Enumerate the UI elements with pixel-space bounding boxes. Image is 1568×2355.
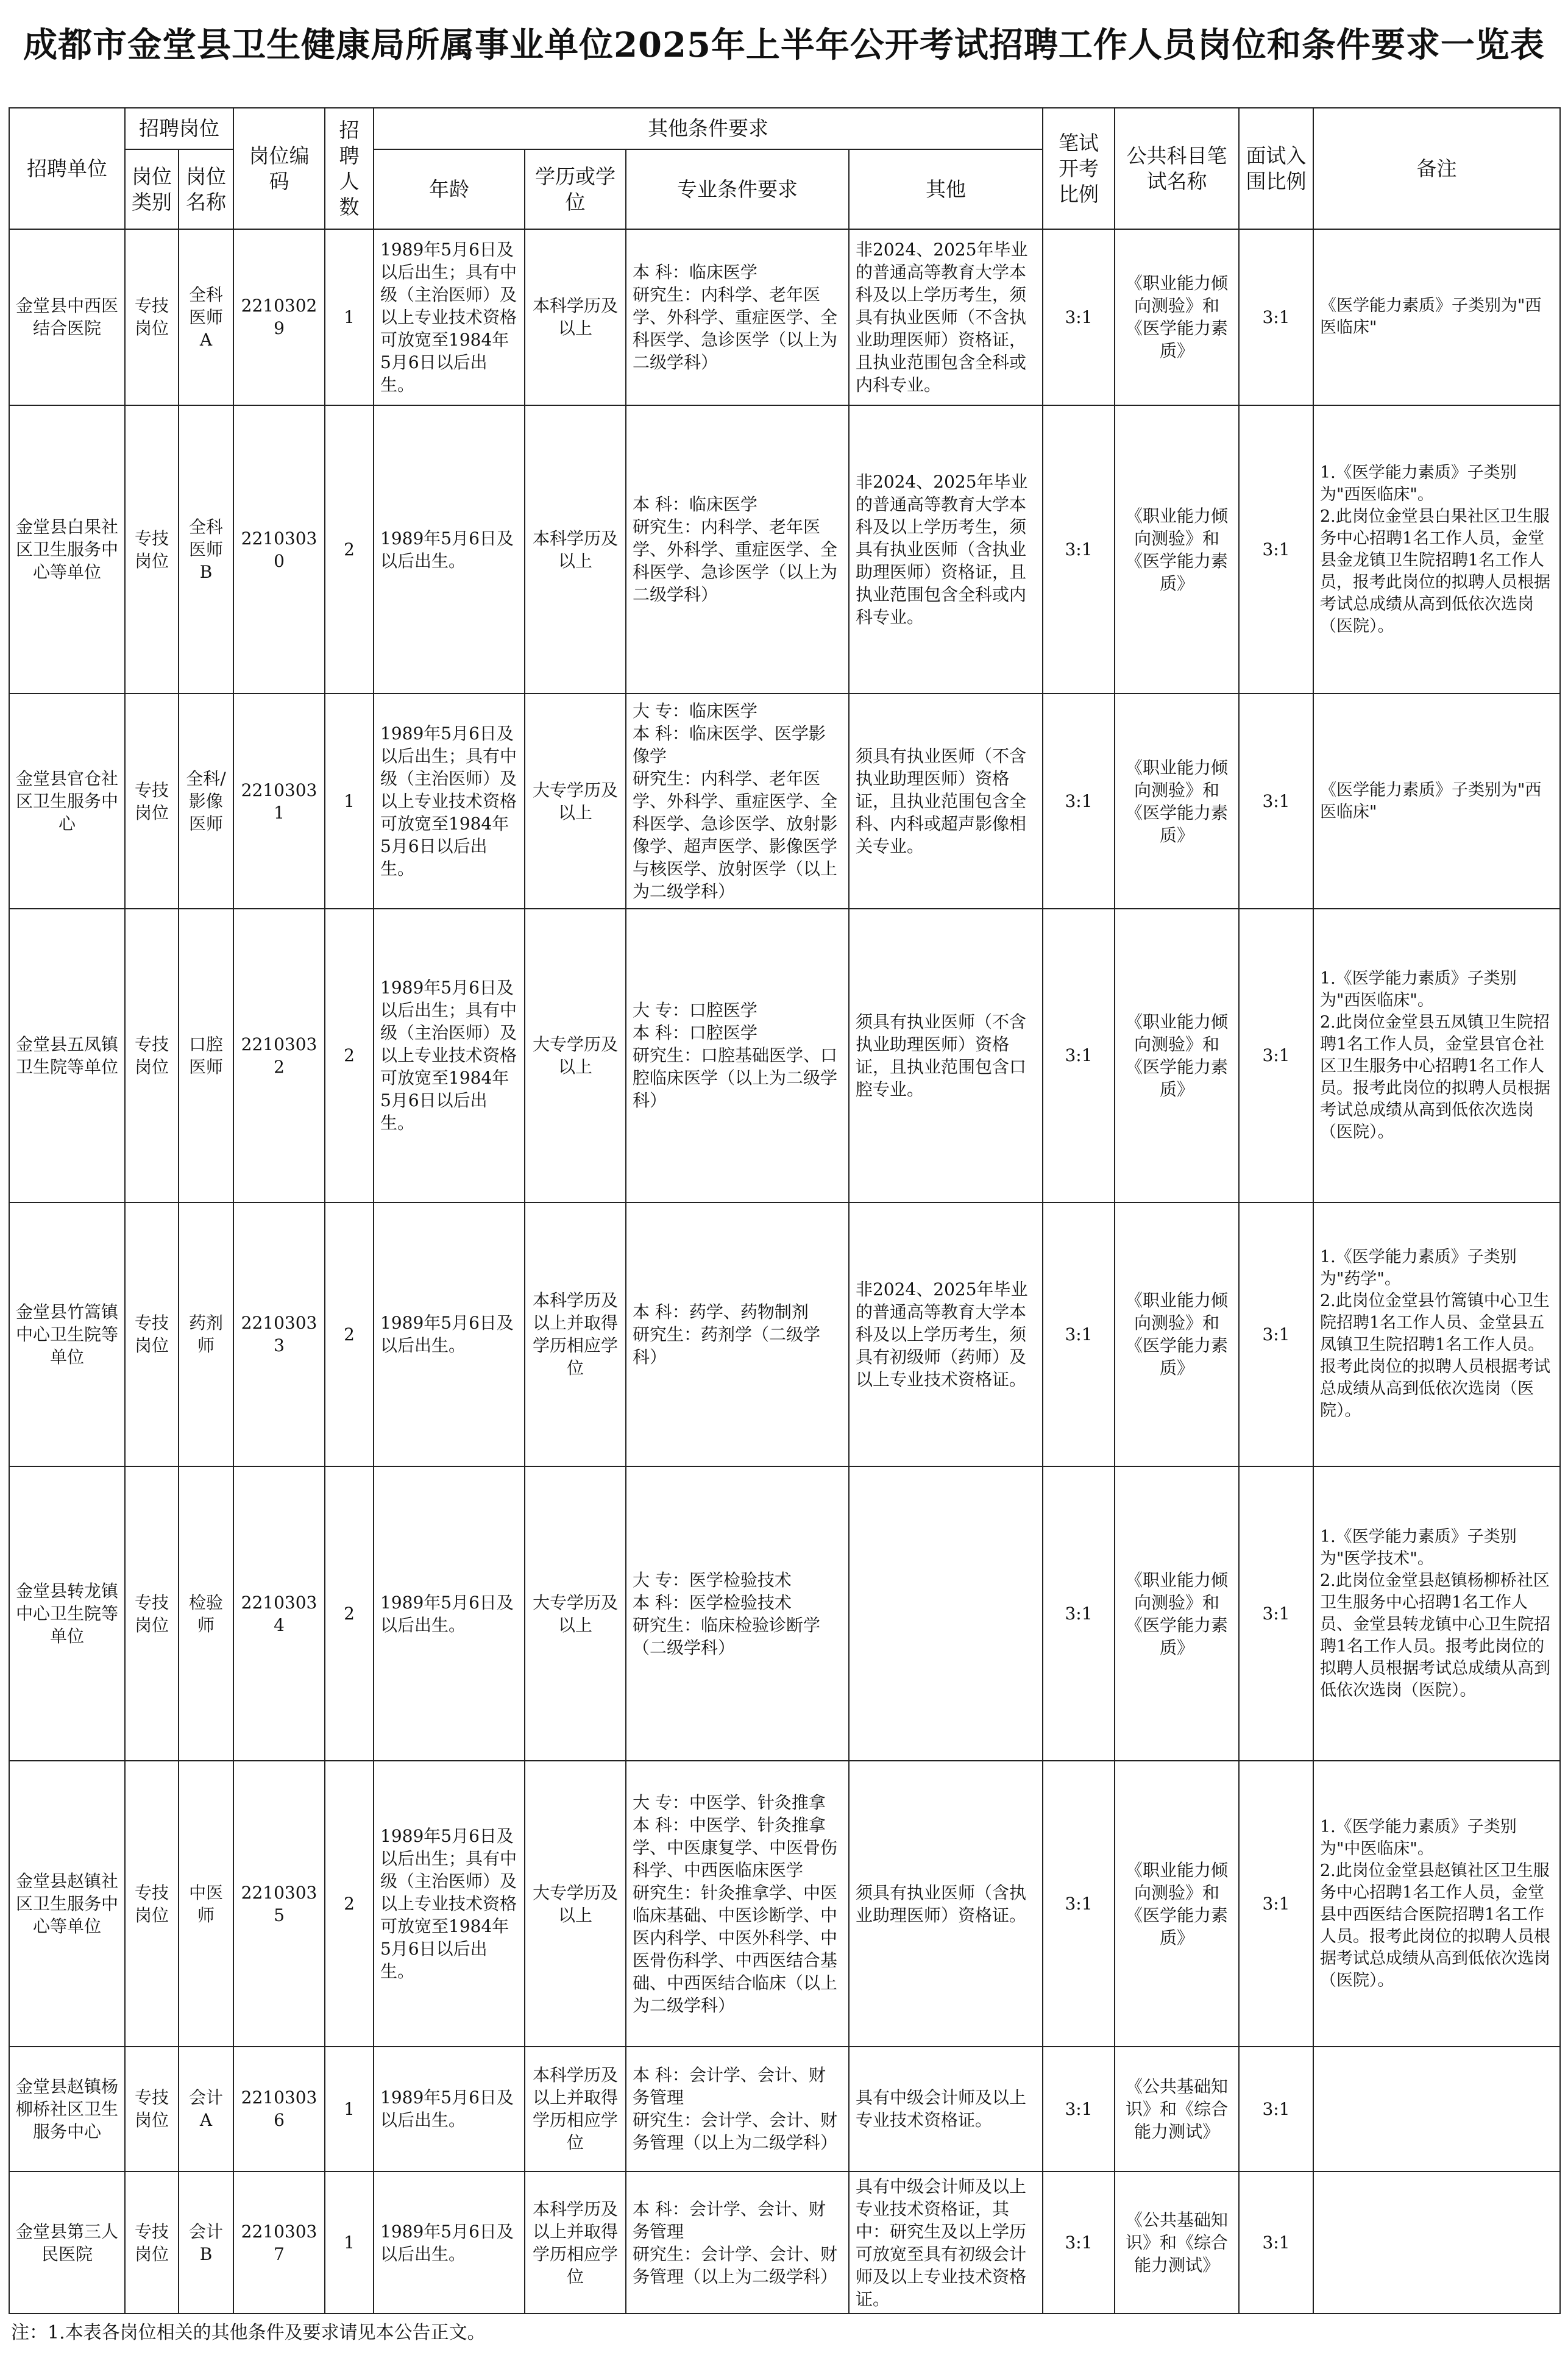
table-row	[9, 1761, 1560, 2046]
major-cell: 本 科：临床医学 研究生：内科学、老年医学、外科学、重症医学、全科医学、急诊医学（以上为二级学科）	[626, 229, 849, 405]
table-row	[9, 1202, 1560, 1466]
education-cell: 大专学历及以上	[525, 694, 626, 909]
public-subject-cell: 《职业能力倾向测验》和《医学能力素质》	[1115, 1466, 1239, 1761]
interview-ratio-cell: 3:1	[1239, 2172, 1313, 2314]
exam-ratio-cell: 3:1	[1043, 229, 1115, 405]
position-code-cell: 22103036	[233, 2047, 325, 2172]
header-position-type: 岗位类别	[125, 149, 179, 229]
position-name-cell: 检验师	[179, 1466, 233, 1761]
unit-cell: 金堂县白果社区卫生服务中心等单位	[9, 405, 125, 694]
other-cell: 须具有执业医师（不含执业助理医师）资格证，且执业范围包含口腔专业。	[849, 909, 1043, 1202]
public-subject-cell: 《职业能力倾向测验》和《医学能力素质》	[1115, 1202, 1239, 1466]
remarks-cell: 1.《医学能力素质》子类别为"中医临床"。 2.此岗位金堂县赵镇社区卫生服务中心招聘1名工作人员，金堂县中西医结合医院招聘1名工作人员。报考此岗位的拟聘人员根据考试总成绩从高到低依次选岗（医院）。	[1313, 1761, 1560, 2046]
count-cell: 2	[325, 1202, 374, 1466]
position-type-cell: 专技岗位	[125, 1466, 179, 1761]
age-cell: 1989年5月6日及以后出生。	[374, 2047, 525, 2172]
table-row	[9, 909, 1560, 1202]
footnote: 注：1.本表各岗位相关的其他条件及要求请见本公告正文。	[11, 2322, 486, 2343]
public-subject-cell: 《公共基础知识》和《综合能力测试》	[1115, 2047, 1239, 2172]
position-type-cell: 专技岗位	[125, 405, 179, 694]
major-cell: 大 专：口腔医学 本 科：口腔医学 研究生：口腔基础医学、口腔临床医学（以上为二级学科）	[626, 909, 849, 1202]
unit-cell: 金堂县中西医结合医院	[9, 229, 125, 405]
header-exam-ratio: 笔试开考比例	[1043, 108, 1115, 229]
header-age: 年龄	[374, 149, 525, 229]
position-code-cell: 22103033	[233, 1202, 325, 1466]
page-title: 成都市金堂县卫生健康局所属事业单位2025年上半年公开考试招聘工作人员岗位和条件要求一览表	[23, 25, 1545, 65]
recruitment-table	[9, 107, 1561, 2314]
count-cell: 1	[325, 2172, 374, 2314]
table-row	[9, 229, 1560, 405]
unit-cell: 金堂县五凤镇卫生院等单位	[9, 909, 125, 1202]
unit-cell: 金堂县赵镇杨柳桥社区卫生服务中心	[9, 2047, 125, 2172]
position-name-cell: 会计A	[179, 2047, 233, 2172]
position-code-cell: 22103029	[233, 229, 325, 405]
position-name-cell: 会计B	[179, 2172, 233, 2314]
major-cell: 本 科：临床医学 研究生：内科学、老年医学、外科学、重症医学、全科医学、急诊医学（以上为二级学科）	[626, 405, 849, 694]
other-cell: 须具有执业医师（含执业助理医师）资格证。	[849, 1761, 1043, 2046]
position-code-cell: 22103032	[233, 909, 325, 1202]
position-code-cell: 22103037	[233, 2172, 325, 2314]
exam-ratio-cell: 3:1	[1043, 909, 1115, 1202]
position-name-cell: 口腔医师	[179, 909, 233, 1202]
remarks-cell: 1.《医学能力素质》子类别为"药学"。 2.此岗位金堂县竹篙镇中心卫生院招聘1名工作人员、金堂县五凤镇卫生院招聘1名工作人员。报考此岗位的拟聘人员根据考试总成绩从高到低依次选岗（医院）。	[1313, 1202, 1560, 1466]
major-cell: 大 专：医学检验技术 本 科：医学检验技术 研究生：临床检验诊断学（二级学科）	[626, 1466, 849, 1761]
education-cell: 大专学历及以上	[525, 1761, 626, 2046]
header-other-requirements: 其他条件要求	[374, 108, 1043, 149]
remarks-cell: 《医学能力素质》子类别为"西医临床"	[1313, 694, 1560, 909]
unit-cell: 金堂县官仓社区卫生服务中心	[9, 694, 125, 909]
header-education: 学历或学位	[525, 149, 626, 229]
count-cell: 1	[325, 2047, 374, 2172]
position-name-cell: 全科医师A	[179, 229, 233, 405]
table-row	[9, 694, 1560, 909]
header-other: 其他	[849, 149, 1043, 229]
header-public-subject: 公共科目笔试名称	[1115, 108, 1239, 229]
position-name-cell: 全科医师B	[179, 405, 233, 694]
remarks-cell	[1313, 2172, 1560, 2314]
interview-ratio-cell: 3:1	[1239, 1761, 1313, 2046]
age-cell: 1989年5月6日及以后出生；具有中级（主治医师）及以上专业技术资格可放宽至1984年5月6日以后出生。	[374, 694, 525, 909]
exam-ratio-cell: 3:1	[1043, 405, 1115, 694]
interview-ratio-cell: 3:1	[1239, 1466, 1313, 1761]
education-cell: 本科学历及以上并取得学历相应学位	[525, 2172, 626, 2314]
exam-ratio-cell: 3:1	[1043, 2047, 1115, 2172]
exam-ratio-cell: 3:1	[1043, 1466, 1115, 1761]
unit-cell: 金堂县转龙镇中心卫生院等单位	[9, 1466, 125, 1761]
header-unit: 招聘单位	[9, 108, 125, 229]
other-cell: 非2024、2025年毕业的普通高等教育大学本科及以上学历考生，须具有执业医师（不含执业助理医师）资格证，且执业范围包含全科或内科专业。	[849, 229, 1043, 405]
unit-cell: 金堂县赵镇社区卫生服务中心等单位	[9, 1761, 125, 2046]
position-code-cell: 22103034	[233, 1466, 325, 1761]
other-cell: 具有中级会计师及以上专业技术资格证，其中：研究生及以上学历可放宽至具有初级会计师及以上专业技术资格证。	[849, 2172, 1043, 2314]
interview-ratio-cell: 3:1	[1239, 405, 1313, 694]
table-row	[9, 2047, 1560, 2172]
unit-cell: 金堂县竹篙镇中心卫生院等单位	[9, 1202, 125, 1466]
position-name-cell: 全科/影像医师	[179, 694, 233, 909]
other-cell: 具有中级会计师及以上专业技术资格证。	[849, 2047, 1043, 2172]
interview-ratio-cell: 3:1	[1239, 694, 1313, 909]
position-code-cell: 22103035	[233, 1761, 325, 2046]
age-cell: 1989年5月6日及以后出生；具有中级（主治医师）及以上专业技术资格可放宽至1984年5月6日以后出生。	[374, 229, 525, 405]
count-cell: 2	[325, 1761, 374, 2046]
header-position-name: 岗位名称	[179, 149, 233, 229]
other-cell: 非2024、2025年毕业的普通高等教育大学本科及以上学历考生，须具有初级师（药师）及以上专业技术资格证。	[849, 1202, 1043, 1466]
remarks-cell: 《医学能力素质》子类别为"西医临床"	[1313, 229, 1560, 405]
remarks-cell: 1.《医学能力素质》子类别为"西医临床"。 2.此岗位金堂县白果社区卫生服务中心招聘1名工作人员，金堂县金龙镇卫生院招聘1名工作人员，报考此岗位的拟聘人员根据考试总成绩从高到低依次选岗（医院）。	[1313, 405, 1560, 694]
age-cell: 1989年5月6日及以后出生。	[374, 1466, 525, 1761]
remarks-cell: 1.《医学能力素质》子类别为"医学技术"。 2.此岗位金堂县赵镇杨柳桥社区卫生服务中心招聘1名工作人员、金堂县转龙镇中心卫生院招聘1名工作人员。报考此岗位的拟聘人员根据考试总成绩从高到低依次选岗（医院）。	[1313, 1466, 1560, 1761]
education-cell: 大专学历及以上	[525, 1466, 626, 1761]
interview-ratio-cell: 3:1	[1239, 1202, 1313, 1466]
age-cell: 1989年5月6日及以后出生；具有中级（主治医师）及以上专业技术资格可放宽至1984年5月6日以后出生。	[374, 909, 525, 1202]
other-cell: 须具有执业医师（不含执业助理医师）资格证，且执业范围包含全科、内科或超声影像相关专业。	[849, 694, 1043, 909]
major-cell: 本 科：会计学、会计、财务管理 研究生：会计学、会计、财务管理（以上为二级学科）	[626, 2047, 849, 2172]
exam-ratio-cell: 3:1	[1043, 694, 1115, 909]
position-type-cell: 专技岗位	[125, 1761, 179, 2046]
public-subject-cell: 《职业能力倾向测验》和《医学能力素质》	[1115, 694, 1239, 909]
table-row	[9, 1466, 1560, 1761]
major-cell: 本 科：会计学、会计、财务管理 研究生：会计学、会计、财务管理（以上为二级学科）	[626, 2172, 849, 2314]
major-cell: 大 专：中医学、针灸推拿 本 科：中医学、针灸推拿学、中医康复学、中医骨伤科学、中西医临床医学 研究生：针灸推拿学、中医临床基础、中医诊断学、中医内科学、中医外科学、中医骨伤科学、中西医结合基础、中西医结合临床（以上为二级学科）	[626, 1761, 849, 2046]
count-cell: 2	[325, 909, 374, 1202]
public-subject-cell: 《职业能力倾向测验》和《医学能力素质》	[1115, 909, 1239, 1202]
interview-ratio-cell: 3:1	[1239, 2047, 1313, 2172]
position-name-cell: 药剂师	[179, 1202, 233, 1466]
public-subject-cell: 《职业能力倾向测验》和《医学能力素质》	[1115, 405, 1239, 694]
exam-ratio-cell: 3:1	[1043, 1202, 1115, 1466]
header-remarks: 备注	[1313, 108, 1560, 229]
header-position-code: 岗位编码	[233, 108, 325, 229]
count-cell: 2	[325, 405, 374, 694]
header-position-group: 招聘岗位	[125, 108, 233, 149]
header-major: 专业条件要求	[626, 149, 849, 229]
table-row	[9, 405, 1560, 694]
remarks-cell: 1.《医学能力素质》子类别为"西医临床"。 2.此岗位金堂县五凤镇卫生院招聘1名工作人员，金堂县官仓社区卫生服务中心招聘1名工作人员。报考此岗位的拟聘人员根据考试总成绩从高到低依次选岗（医院）。	[1313, 909, 1560, 1202]
education-cell: 本科学历及以上	[525, 229, 626, 405]
header-interview-ratio: 面试入围比例	[1239, 108, 1313, 229]
other-cell: 非2024、2025年毕业的普通高等教育大学本科及以上学历考生，须具有执业医师（含执业助理医师）资格证，且执业范围包含全科或内科专业。	[849, 405, 1043, 694]
position-type-cell: 专技岗位	[125, 229, 179, 405]
age-cell: 1989年5月6日及以后出生。	[374, 1202, 525, 1466]
header-count: 招聘人数	[325, 108, 374, 229]
position-code-cell: 22103030	[233, 405, 325, 694]
interview-ratio-cell: 3:1	[1239, 909, 1313, 1202]
unit-cell: 金堂县第三人民医院	[9, 2172, 125, 2314]
interview-ratio-cell: 3:1	[1239, 229, 1313, 405]
public-subject-cell: 《职业能力倾向测验》和《医学能力素质》	[1115, 1761, 1239, 2046]
position-type-cell: 专技岗位	[125, 2047, 179, 2172]
education-cell: 本科学历及以上并取得学历相应学位	[525, 1202, 626, 1466]
table-body	[9, 229, 1560, 2314]
major-cell: 本 科：药学、药物制剂 研究生：药剂学（二级学科）	[626, 1202, 849, 1466]
age-cell: 1989年5月6日及以后出生。	[374, 405, 525, 694]
count-cell: 1	[325, 694, 374, 909]
age-cell: 1989年5月6日及以后出生；具有中级（主治医师）及以上专业技术资格可放宽至1984年5月6日以后出生。	[374, 1761, 525, 2046]
count-cell: 1	[325, 229, 374, 405]
exam-ratio-cell: 3:1	[1043, 2172, 1115, 2314]
education-cell: 大专学历及以上	[525, 909, 626, 1202]
exam-ratio-cell: 3:1	[1043, 1761, 1115, 2046]
position-type-cell: 专技岗位	[125, 2172, 179, 2314]
education-cell: 本科学历及以上并取得学历相应学位	[525, 2047, 626, 2172]
position-code-cell: 22103031	[233, 694, 325, 909]
age-cell: 1989年5月6日及以后出生。	[374, 2172, 525, 2314]
major-cell: 大 专：临床医学 本 科：临床医学、医学影像学 研究生：内科学、老年医学、外科学、重症医学、全科医学、急诊医学、放射影像学、超声医学、影像医学与核医学、放射医学（以上为二级学科）	[626, 694, 849, 909]
public-subject-cell: 《职业能力倾向测验》和《医学能力素质》	[1115, 229, 1239, 405]
count-cell: 2	[325, 1466, 374, 1761]
public-subject-cell: 《公共基础知识》和《综合能力测试》	[1115, 2172, 1239, 2314]
position-type-cell: 专技岗位	[125, 694, 179, 909]
other-cell	[849, 1466, 1043, 1761]
position-type-cell: 专技岗位	[125, 909, 179, 1202]
education-cell: 本科学历及以上	[525, 405, 626, 694]
position-type-cell: 专技岗位	[125, 1202, 179, 1466]
table-row	[9, 2172, 1560, 2314]
remarks-cell	[1313, 2047, 1560, 2172]
position-name-cell: 中医师	[179, 1761, 233, 2046]
table-header	[9, 108, 1560, 229]
